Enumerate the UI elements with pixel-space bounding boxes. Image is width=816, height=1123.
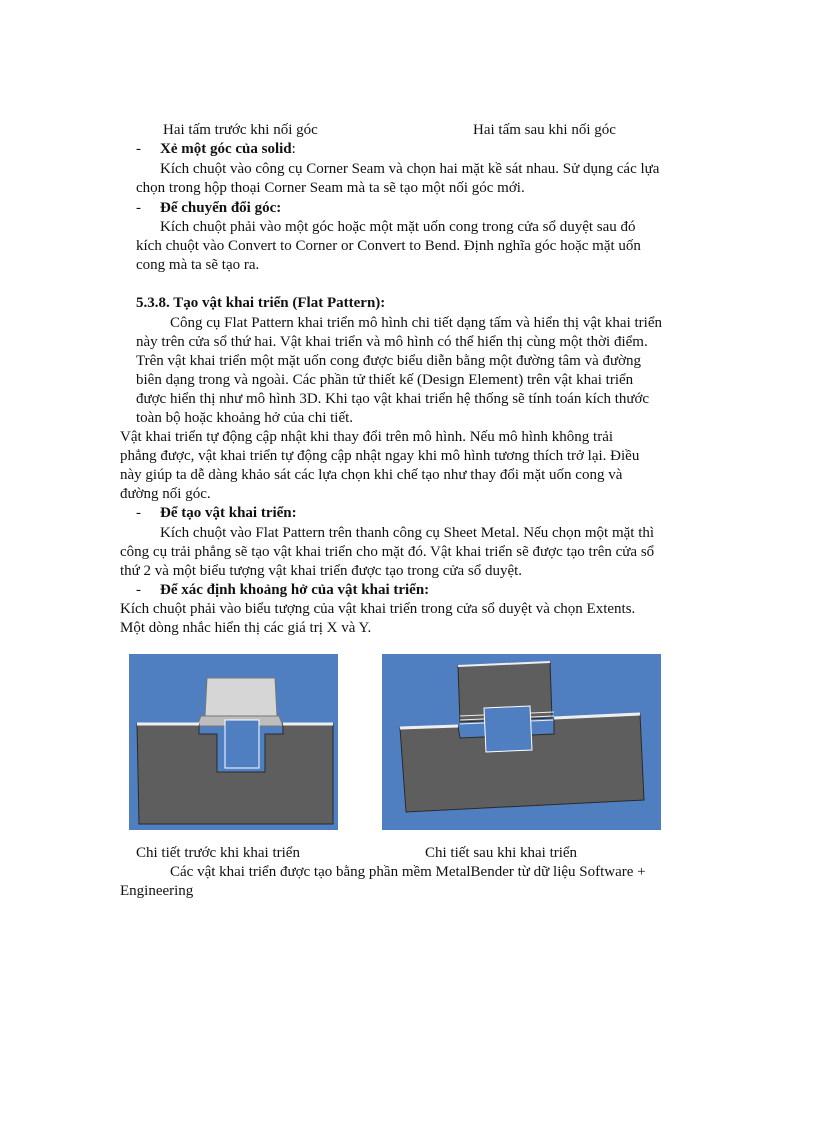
caption-part-after-unfolding: Chi tiết sau khi khai triển [425,845,578,861]
text-line: Kích chuột phải vào biểu tượng của vật khai triển trong cửa sổ duyệt và chọn Extents. [120,601,636,617]
note-line: Engineering [120,883,194,899]
figure-part-after-unfolding [382,654,661,830]
text-line: Công cụ Flat Pattern khai triển mô hình chi tiết dạng tấm và hiển thị vật khai triển [170,315,662,331]
text-line: này giúp ta dễ dàng khảo sát các lựa chọn khi chế tạo như thay đổi mặt uốn cong và [120,467,623,483]
text-line: Kích chuột phải vào một góc hoặc một mặt uốn cong trong cửa sổ duyệt sau đó [160,219,636,235]
text-line: phẳng được, vật khai triển tự động cập nhật ngay khi mô hình tương thích trở lại. Điều [120,448,640,464]
heading-solid-corner: Xẻ một góc của solid: [160,141,296,157]
text-line: cong mà ta sẽ tạo ra. [136,257,260,273]
heading-extents: Để xác định khoảng hở của vật khai triển: [160,582,430,598]
bullet-marker: - [136,141,141,157]
heading-create-flat-pattern: Để tạo vật khai triển: [160,505,297,521]
caption-after-joining: Hai tấm sau khi nối góc [473,122,616,138]
text-line: toàn bộ hoặc khoảng hở của chi tiết. [136,410,354,426]
text-line: Một dòng nhắc hiển thị các giá trị X và Y. [120,620,372,636]
caption-part-before-unfolding: Chi tiết trước khi khai triển [136,845,300,861]
text-line: thứ 2 và một biểu tượng vật khai triển được tạo trong cửa sổ duyệt. [120,563,523,579]
note-line: Các vật khai triển được tạo bằng phần mềm MetalBender từ dữ liệu Software + [170,864,646,880]
text-line: này trên cửa sổ thứ hai. Vật khai triển và mô hình có thể hiển thị cùng một thời điểm. [136,334,648,350]
caption-before-joining: Hai tấm trước khi nối góc [163,122,318,138]
text-line: kích chuột vào Convert to Corner or Convert to Bend. Định nghĩa góc hoặc mặt uốn [136,238,641,254]
bullet-marker: - [136,505,141,521]
text-line: đường nối góc. [120,486,211,502]
text-line: Trên vật khai triển một mặt uốn cong được biểu diễn bằng một đường tâm và đường [136,353,642,369]
text-line: công cụ trải phẳng sẽ tạo vật khai triển cho mặt đó. Vật khai triển sẽ được tạo trên cửa sổ [120,544,655,560]
text-line: Kích chuột vào Flat Pattern trên thanh công cụ Sheet Metal. Nếu chọn một mặt thì [160,525,655,541]
text-line: được hiển thị như mô hình 3D. Khi tạo vật khai triển hệ thống sẽ tính toán kích thước [136,391,650,407]
text-line: Vật khai triển tự động cập nhật khi thay đổi trên mô hình. Nếu mô hình không trải [120,429,614,445]
section-title-flat-pattern: 5.3.8. Tạo vật khai triển (Flat Pattern): [136,295,386,311]
text-line: Kích chuột vào công cụ Corner Seam và chọn hai mặt kề sát nhau. Sử dụng các lựa [160,161,660,177]
heading-convert-corner: Để chuyển đổi góc: [160,200,282,216]
bullet-marker: - [136,200,141,216]
figure-part-before-unfolding [129,654,338,830]
bullet-marker: - [136,582,141,598]
text-line: chọn trong hộp thoại Corner Seam mà ta sẽ tạo một nối góc mới. [136,180,525,196]
text-line: biên dạng trong và ngoài. Các phần tử thiết kế (Design Element) trên vật khai triển [136,372,634,388]
